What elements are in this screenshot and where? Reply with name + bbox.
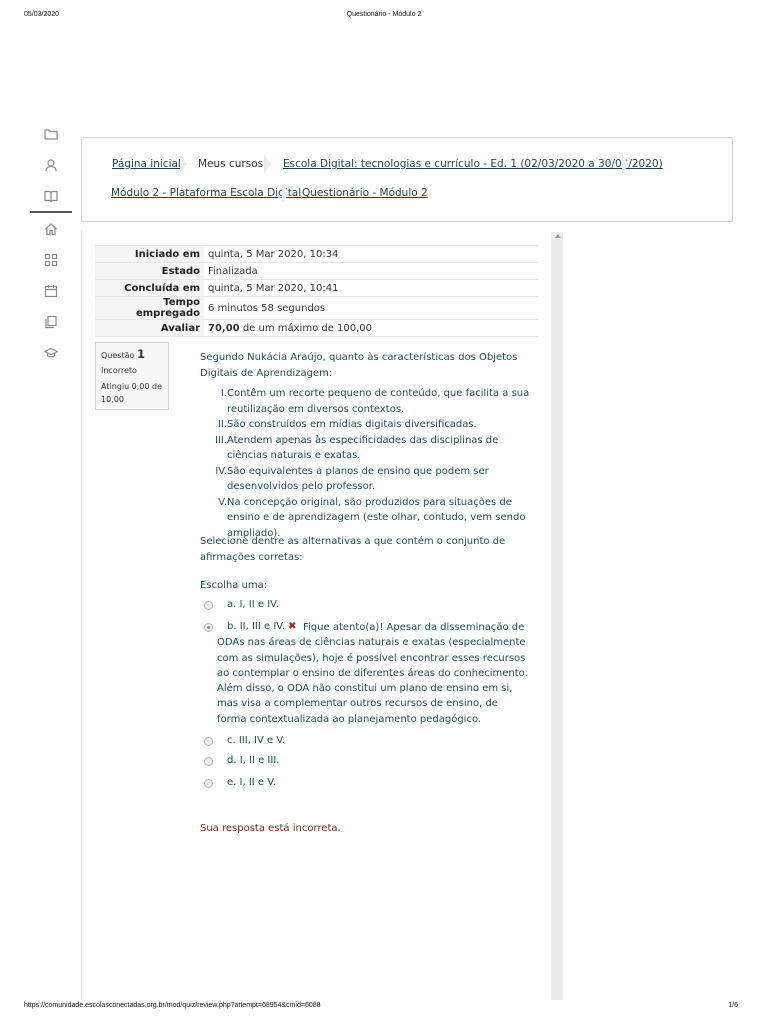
option-label: a. I, II e IV.	[227, 599, 279, 610]
list-item	[200, 464, 530, 495]
completed-value: quinta, 5 Mar 2020, 10:41	[204, 280, 538, 297]
radio-button[interactable]	[204, 757, 213, 766]
result-message: Sua resposta está incorreta.	[200, 823, 341, 834]
statement-text: Contêm um recorte pequeno de conteúdo, que facilita a sua reutilização em diversos contextos.	[227, 388, 530, 415]
time-label: Tempo empregado	[95, 297, 204, 320]
breadcrumb-separator	[264, 154, 271, 174]
attempt-summary-table	[95, 245, 538, 337]
statement-number: IV.	[215, 465, 227, 477]
table-row	[95, 280, 538, 297]
table-row	[95, 297, 538, 320]
grade-suffix: de um máximo de 100,00	[239, 322, 373, 334]
table-row	[95, 263, 538, 280]
statement-text: Atendem apenas às especificidades das disciplinas de ciências naturais e exatas.	[227, 434, 499, 461]
print-url: https://comunidade.escolasconectadas.org.br/mod/quiz/review.php?attempt=68954&cmid=6088	[24, 1002, 321, 1009]
breadcrumb-course-link[interactable]: Escola Digital: tecnologias e currículo - Ed. 1 (02/03/2020 a 30/03/2020)	[283, 158, 663, 170]
breadcrumb-separator	[282, 183, 289, 203]
state-label: Estado	[95, 263, 204, 280]
scroll-up-arrow-icon[interactable]	[555, 234, 561, 238]
calendar-icon[interactable]	[30, 275, 72, 306]
radio-button[interactable]	[204, 737, 213, 746]
breadcrumb-courses[interactable]: Meus cursos	[198, 158, 264, 170]
answer-feedback: Fique atento(a)! Apesar da disseminação de ODAs nas áreas de ciências naturais e exatas (especialmente com as simulações), hoje é possível encontrar esses recursos ao contemplar o ensino de diferentes áreas do conhecimento. Além disso, o ODA não constitui um plano de ensino em si, mas visa a complementar outros recursos de ensino, de forma contextualizada ao planejamento pedagógico.	[217, 622, 528, 725]
completed-label: Concluída em	[95, 280, 204, 297]
grade-label: Avaliar	[95, 320, 204, 337]
grade-value: 70,00	[208, 322, 240, 334]
table-row	[95, 320, 538, 337]
breadcrumb-separator	[180, 154, 187, 174]
radio-button[interactable]	[204, 779, 213, 788]
statement-number: III.	[214, 434, 227, 446]
option-label: c. III, IV e V.	[227, 735, 286, 746]
home-icon[interactable]	[30, 211, 72, 244]
question-grade: Atingiu 0,00 de 10,00	[101, 382, 163, 404]
breadcrumb-home-link[interactable]: Página inicial	[112, 158, 181, 170]
choose-label: Escolha uma:	[200, 580, 268, 591]
radio-button-selected[interactable]	[204, 623, 213, 632]
breadcrumb	[81, 137, 733, 222]
grade-cell	[204, 320, 538, 337]
statement-text: São equivalentes a planos de ensino que podem ser desenvolvidos pelo professor.	[227, 465, 489, 492]
statement-number: II.	[217, 419, 227, 430]
graduation-cap-icon[interactable]	[30, 337, 72, 368]
print-date: 05/03/2020	[24, 11, 60, 18]
folder-icon[interactable]	[30, 118, 72, 149]
question-number-value: 1	[136, 347, 145, 361]
time-value: 6 minutos 58 segundos	[204, 297, 538, 320]
statement-number: V.	[218, 496, 227, 508]
list-item	[200, 386, 530, 417]
started-label: Iniciado em	[95, 246, 204, 263]
user-icon[interactable]	[30, 149, 72, 180]
question-label: Questão	[101, 351, 135, 360]
statement-text: Na concepção original, são produzidos para situações de ensino e de aprendizagem (este olhar, contudo, vem sendo ampliado).	[227, 496, 526, 539]
copy-icon[interactable]	[30, 306, 72, 337]
table-row	[95, 246, 538, 263]
print-page: 1/6	[728, 1002, 738, 1009]
statement-number: I.	[220, 388, 227, 399]
started-value: quinta, 5 Mar 2020, 10:34	[204, 246, 538, 263]
statement-list	[200, 386, 530, 541]
statement-text: São construídos em mídias digitais diversificadas.	[227, 419, 477, 430]
question-instruction: Selecione dentre as alternativas a que contém o conjunto de afirmações corretas:	[200, 536, 506, 563]
question-info	[95, 342, 169, 410]
option-label: d. I, II e III.	[227, 755, 280, 766]
grid-icon[interactable]	[30, 244, 72, 275]
option-label: b. II, III e IV.	[227, 621, 285, 632]
incorrect-icon: ✖	[288, 621, 297, 632]
list-item	[200, 417, 530, 433]
state-value: Finalizada	[204, 263, 538, 280]
scrollbar[interactable]	[551, 232, 563, 1000]
list-item	[200, 433, 530, 464]
book-icon[interactable]	[30, 180, 72, 211]
question-number	[101, 347, 168, 361]
breadcrumb-module-link[interactable]: Módulo 2 - Plataforma Escola Digital	[111, 187, 302, 199]
breadcrumb-quiz-link[interactable]: Questionário - Módulo 2	[302, 187, 428, 199]
question-state: Incorreto	[101, 366, 137, 375]
print-title: Questionário - Módulo 2	[346, 11, 422, 18]
side-nav	[30, 118, 72, 368]
breadcrumb-separator	[622, 154, 629, 174]
option-label: e. I, II e V.	[227, 777, 276, 788]
radio-button[interactable]	[204, 601, 213, 610]
question-text: Segundo Nukácia Araújo, quanto às características dos Objetos Digitais de Aprendizagem:	[200, 352, 518, 379]
